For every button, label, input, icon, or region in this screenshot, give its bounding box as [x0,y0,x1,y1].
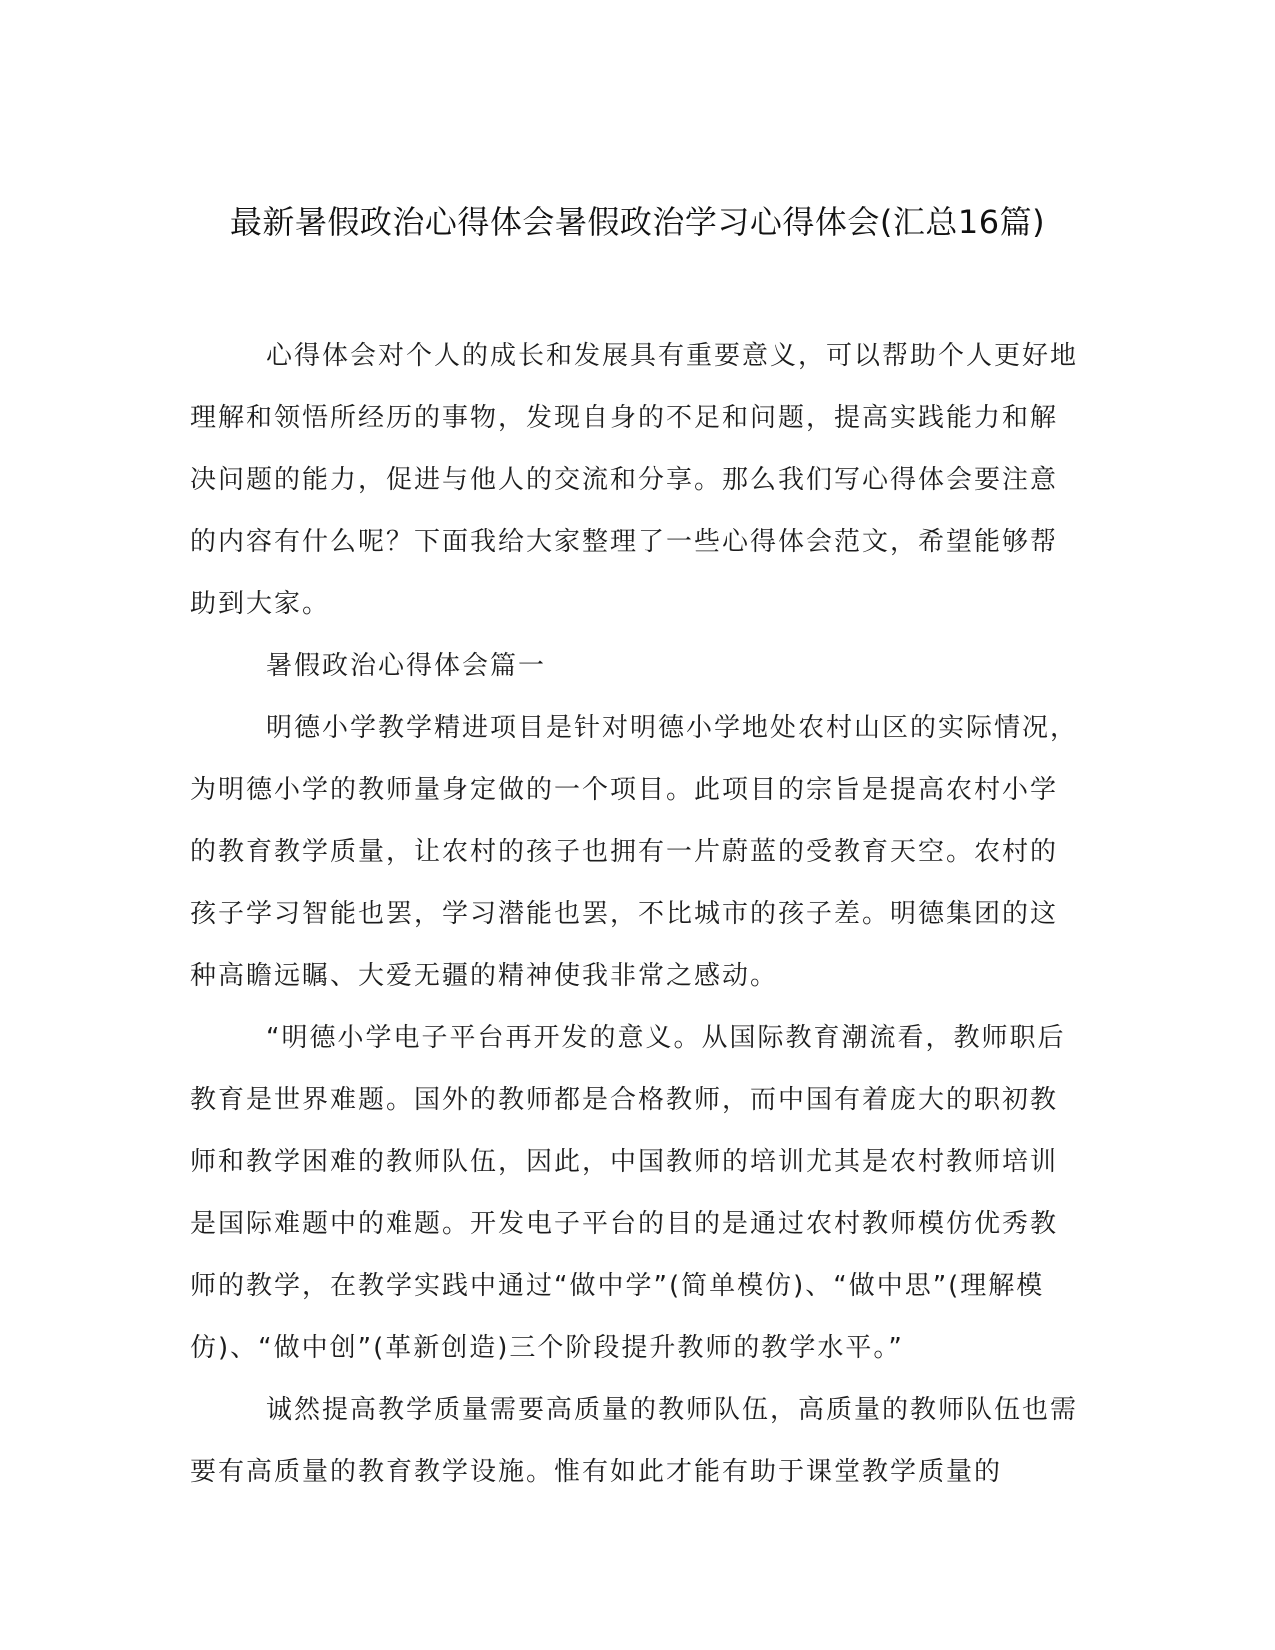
body-paragraph: 明德小学教学精进项目是针对明德小学地处农村山区的实际情况，为明德小学的教师量身定做的一个项目。此项目的宗旨是提高农村小学的教育教学质量，让农村的孩子也拥有一片蔚蓝的受教育天空。农村的孩子学习智能也罢，学习潜能也罢，不比城市的孩子差。明德集团的这种高瞻远瞩、大爱无疆的精神使我非常之感动。 [190,713,1079,991]
document-body [190,325,1080,1503]
body-paragraph: 诚然提高教学质量需要高质量的教师队伍，高质量的教师队伍也需要有高质量的教育教学设施。惟有如此才能有助于课堂教学质量的 [190,1395,1079,1487]
quote-paragraph: “明德小学电子平台再开发的意义。从国际教育潮流看，教师职后教育是世界难题。国外的教师都是合格教师，而中国有着庞大的职初教师和教学困难的教师队伍，因此，中国教师的培训尤其是农村教师培训是国际难题中的难题。开发电子平台的目的是通过农村教师模仿优秀教师的教学，在教学实践中通过“做中学”(简单模仿)、“做中思”(理解模仿)、“做中创”(革新创造)三个阶段提升教师的教学水平。” [190,1023,1066,1363]
intro-paragraph: 心得体会对个人的成长和发展具有重要意义，可以帮助个人更好地理解和领悟所经历的事物，发现自身的不足和问题，提高实践能力和解决问题的能力，促进与他人的交流和分享。那么我们写心得体会要注意的内容有什么呢？下面我给大家整理了一些心得体会范文，希望能够帮助到大家。 [190,341,1079,619]
document-title: 最新暑假政治心得体会暑假政治学习心得体会(汇总16篇) [229,203,1046,241]
section-heading: 暑假政治心得体会篇一 [266,651,547,681]
